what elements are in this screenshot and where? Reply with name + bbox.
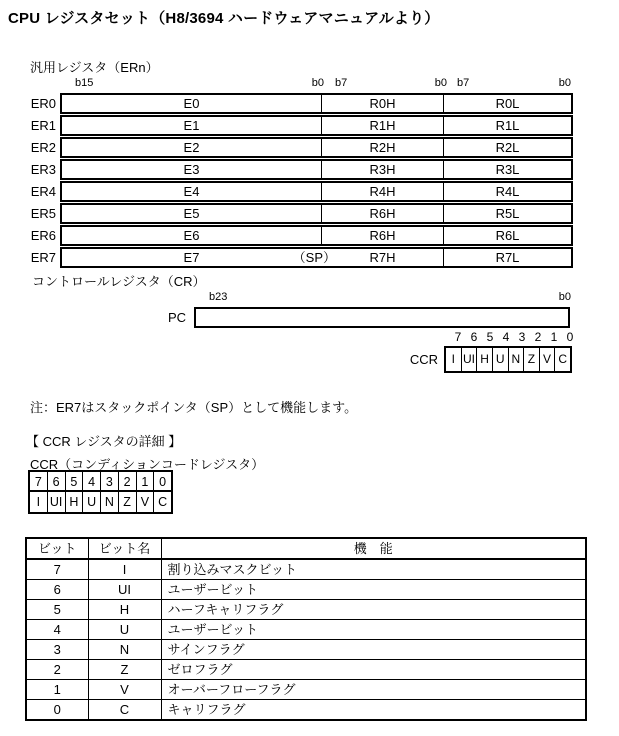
register-box — [60, 247, 573, 268]
ccr-mini-bit-number: 1 — [137, 472, 155, 490]
table-cell-function: ゼロフラグ — [161, 660, 586, 680]
table-cell-function: 割り込みマスクビット — [161, 559, 586, 580]
bit-label-group-h — [327, 76, 450, 90]
ccr-mini-bit-number: 7 — [30, 472, 48, 490]
register-row-er2 — [24, 137, 573, 158]
register-cell-h: R6H — [322, 227, 444, 244]
table-cell-bitname: UI — [88, 580, 161, 600]
table-header-function: 機 能 — [161, 538, 586, 559]
ccr-mini-bit-number: 6 — [48, 472, 66, 490]
register-row-label: ER7 — [30, 250, 56, 265]
register-box — [60, 137, 573, 158]
register-cell-l: R7L — [495, 250, 520, 265]
ccr-flag-cell: U — [493, 348, 509, 371]
ccr-register — [394, 346, 572, 373]
bit-function-table — [25, 537, 587, 721]
register-cell-e: E4 — [62, 183, 322, 200]
ccr-detail-heading: 【 CCR レジスタの詳細 】 — [26, 434, 182, 449]
bit-label-b15: b15 — [75, 77, 94, 89]
register-cell-e: E6 — [62, 227, 322, 244]
bit-label-b7: b7 — [457, 77, 470, 89]
bit-label-b0: b0 — [558, 291, 571, 303]
ccr-bit-number: 5 — [486, 330, 494, 344]
register-row-label: ER5 — [30, 206, 56, 221]
table-cell-function: ユーザービット — [161, 620, 586, 640]
table-row-bit0 — [26, 700, 586, 721]
table-cell-bit: 6 — [26, 580, 88, 600]
register-row-er4 — [24, 181, 573, 202]
ccr-mini-flag: I — [30, 492, 48, 512]
table-row-bit4 — [26, 620, 586, 640]
table-cell-function: サインフラグ — [161, 640, 586, 660]
table-row-bit2 — [26, 660, 586, 680]
ccr-mini-flag: H — [66, 492, 84, 512]
ccr-bit-number: 3 — [518, 330, 526, 344]
table-cell-bit: 1 — [26, 680, 88, 700]
register-cell-e: E3 — [62, 161, 322, 178]
ccr-mini-flag: Z — [119, 492, 137, 512]
pc-bit-labels — [202, 290, 578, 304]
table-row-bit5 — [26, 600, 586, 620]
ccr-mini-flag: N — [101, 492, 119, 512]
bit-label-b7: b7 — [335, 77, 348, 89]
pc-register-label: PC — [167, 310, 186, 325]
table-cell-bit: 5 — [26, 600, 88, 620]
register-cell-h: R6H — [322, 205, 444, 222]
register-box — [60, 181, 573, 202]
table-cell-bit: 0 — [26, 700, 88, 721]
ccr-mini-flag: V — [137, 492, 155, 512]
table-header-row — [26, 538, 586, 559]
ccr-flag-cell: H — [477, 348, 493, 371]
register-cell-l: R0L — [495, 96, 520, 111]
ccr-detail-subheading: CCR（コンディションコードレジスタ） — [30, 457, 265, 472]
register-cell-l: R3L — [495, 162, 520, 177]
ccr-bit-number: 7 — [454, 330, 462, 344]
register-cell-e: E2 — [62, 139, 322, 156]
table-row-bit6 — [26, 580, 586, 600]
control-registers-heading: コントロールレジスタ（CR） — [32, 274, 206, 289]
register-cell-e-text: E7 — [183, 250, 200, 265]
general-register-table — [24, 93, 573, 269]
ccr-bit-number: 2 — [534, 330, 542, 344]
ccr-mini-flag-row — [30, 492, 171, 512]
table-cell-function: オーバーフローフラグ — [161, 680, 586, 700]
pc-register — [150, 307, 570, 328]
register-cell-e: E1 — [62, 117, 322, 134]
bit-label-b0: b0 — [558, 77, 571, 89]
register-cell-h: R2H — [322, 139, 444, 156]
table-row-bit1 — [26, 680, 586, 700]
register-cell-l: R6L — [495, 228, 520, 243]
table-cell-bitname: H — [88, 600, 161, 620]
page-title: CPU レジスタセット（H8/3694 ハードウェアマニュアルより） — [8, 10, 440, 27]
ccr-mini-bit-number: 3 — [101, 472, 119, 490]
table-cell-bitname: U — [88, 620, 161, 640]
table-cell-function: ユーザービット — [161, 580, 586, 600]
ccr-flag-cell: I — [446, 348, 462, 371]
register-row-label: ER6 — [30, 228, 56, 243]
ccr-bit-number: 1 — [550, 330, 558, 344]
table-cell-bitname: V — [88, 680, 161, 700]
ccr-bit-number: 0 — [566, 330, 574, 344]
table-cell-bitname: Z — [88, 660, 161, 680]
register-cell-l: R5L — [495, 206, 520, 221]
register-cell-l: R1L — [495, 118, 520, 133]
register-row-label: ER3 — [30, 162, 56, 177]
register-row-er7 — [24, 247, 573, 268]
table-cell-bit: 4 — [26, 620, 88, 640]
bit-label-group-e — [63, 76, 327, 90]
ccr-flag-cell: C — [558, 352, 568, 366]
register-cell-h: R7H — [322, 249, 444, 266]
register-row-er6 — [24, 225, 573, 246]
register-cell-h: R3H — [322, 161, 444, 178]
register-box — [60, 93, 573, 114]
table-cell-bit: 2 — [26, 660, 88, 680]
ccr-register-box — [444, 346, 572, 373]
register-cell-h: R0H — [322, 95, 444, 112]
table-header-bit: ビット — [26, 538, 88, 559]
register-row-label: ER4 — [30, 184, 56, 199]
register-row-er5 — [24, 203, 573, 224]
ccr-flag-cell: V — [540, 348, 556, 371]
table-row-bit7 — [26, 559, 586, 580]
register-bit-labels — [63, 76, 576, 90]
bit-label-group-l — [450, 76, 576, 90]
ccr-mini-bit-number: 2 — [119, 472, 137, 490]
bit-label-b0: b0 — [311, 77, 324, 89]
bit-label-b0: b0 — [434, 77, 447, 89]
general-registers-heading: 汎用レジスタ（ERn） — [30, 60, 159, 75]
register-box — [60, 203, 573, 224]
ccr-flag-cell: Z — [524, 348, 540, 371]
table-cell-bit: 3 — [26, 640, 88, 660]
ccr-flag-cell: UI — [462, 348, 478, 371]
register-box — [60, 159, 573, 180]
ccr-bit-numbers — [450, 330, 578, 344]
table-cell-function: ハーフキャリフラグ — [161, 600, 586, 620]
register-cell-h: R1H — [322, 117, 444, 134]
register-cell-e: E5 — [62, 205, 322, 222]
register-box — [60, 225, 573, 246]
ccr-flag-cell: N — [509, 348, 525, 371]
ccr-mini-flag: C — [158, 495, 168, 509]
register-row-label: ER2 — [30, 140, 56, 155]
table-cell-bit: 7 — [26, 559, 88, 580]
ccr-mini-flag: U — [83, 492, 101, 512]
table-header-bitname: ビット名 — [88, 538, 161, 559]
ccr-bit-number: 4 — [502, 330, 510, 344]
register-box — [60, 115, 573, 136]
table-row-bit3 — [26, 640, 586, 660]
table-cell-bitname: I — [88, 559, 161, 580]
ccr-mini-bit-row — [30, 472, 171, 492]
ccr-mini-bit-number: 5 — [66, 472, 84, 490]
ccr-mini-bit-number: 4 — [83, 472, 101, 490]
ccr-mini-bit-number: 0 — [159, 475, 167, 489]
register-row-er1 — [24, 115, 573, 136]
table-cell-bitname: C — [88, 700, 161, 721]
register-row-label: ER0 — [30, 96, 56, 111]
bit-label-b23: b23 — [209, 291, 228, 303]
ccr-register-label: CCR — [409, 352, 438, 367]
register-cell-h: R4H — [322, 183, 444, 200]
register-cell-l: R2L — [495, 140, 520, 155]
ccr-mini-flag: UI — [48, 492, 66, 512]
pc-register-box — [194, 307, 570, 328]
ccr-mini-table — [28, 470, 173, 514]
sp-note: 注：ER7はスタックポインタ（SP）として機能します。 — [30, 400, 358, 415]
table-cell-function: キャリフラグ — [161, 700, 586, 721]
stack-pointer-tag: （SP） — [292, 250, 336, 265]
ccr-bit-number: 6 — [470, 330, 478, 344]
register-row-er3 — [24, 159, 573, 180]
register-cell-l: R4L — [495, 184, 520, 199]
register-cell-e — [62, 249, 336, 266]
register-cell-e: E0 — [62, 95, 322, 112]
register-row-label: ER1 — [30, 118, 56, 133]
register-row-er0 — [24, 93, 573, 114]
table-cell-bitname: N — [88, 640, 161, 660]
